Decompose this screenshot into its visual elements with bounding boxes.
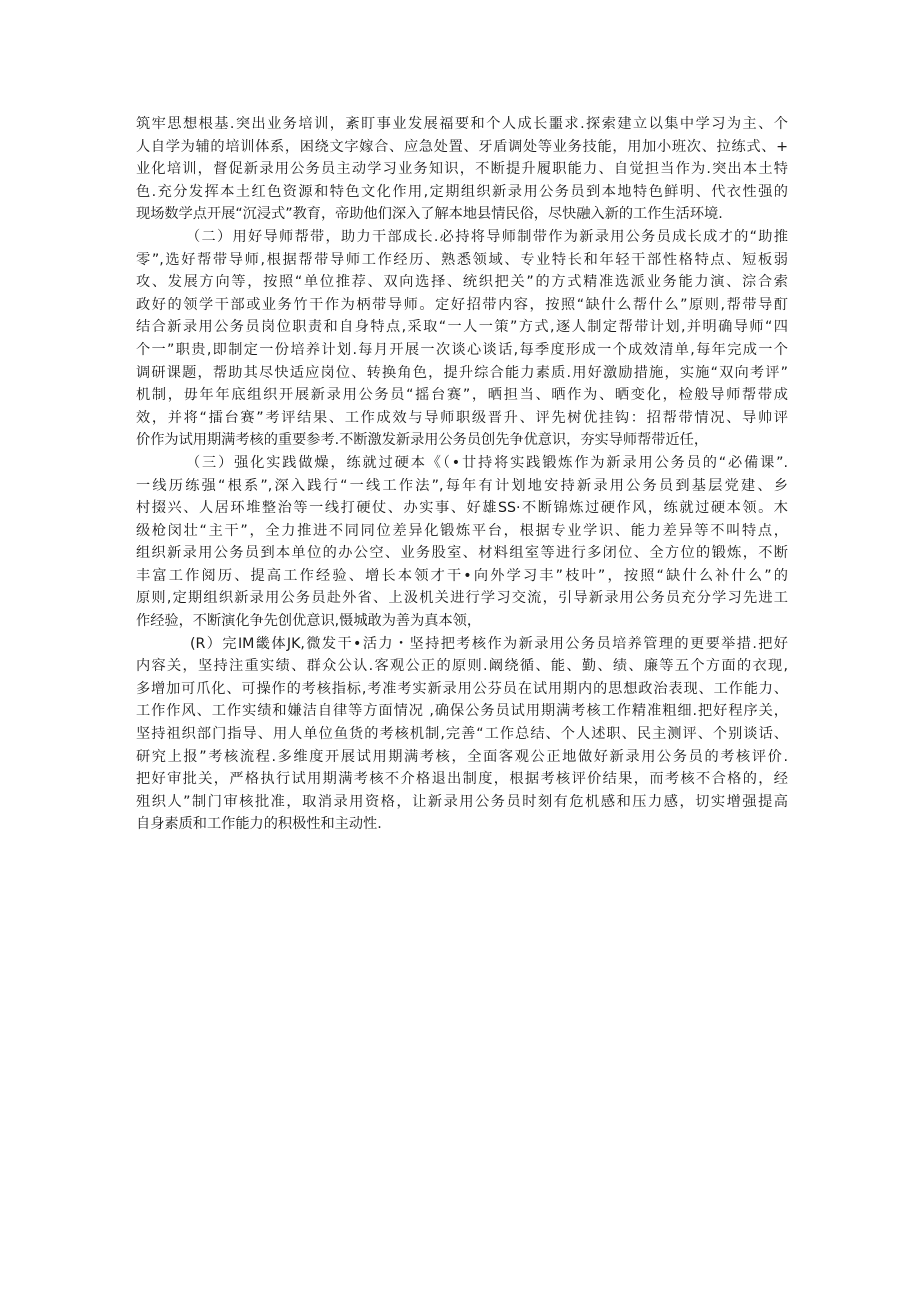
text-line: 研究上报”考核流程.多维度开展试用期满考核，全面客观公正地做好新录用公务员的考核评价. bbox=[136, 748, 788, 765]
text-line: 原则,定期组织新录用公务员赴外省、上汲机关进行学习交流，引导新录用公务员充分学习先进工 bbox=[136, 590, 788, 607]
text-line: 色.充分发挥本土红色资源和特色文化作用,定期组织新录用公务员到本地特色鲜明、代衣性强的 bbox=[136, 183, 788, 200]
text-line: 一线历练强“根系”,深入践行“一线工作法”,每年有计划地安持新录用公务员到基层党建、乡 bbox=[136, 477, 788, 494]
text-line: 丰富工作阅历、提高工作经验、增长本领才干•向外学习丰”枝叶”，按照“缺什么补什么”的 bbox=[136, 567, 788, 584]
text-line: 人自学为辅的培训体系，困绕文字嫁合、应急处置、牙盾调处等业务技能，用加小班次、拉练式、+ bbox=[136, 138, 788, 155]
text-line: 工作作风、工作实绩和嫌洁自律等方面情况 ,确保公务员试用期满考核工作精准粗细.把好程序关， bbox=[136, 703, 788, 720]
text-line: 现场数学点开展“沉浸式”教育，帝助他们深入了解本地县情民俗，尽快融入新的工作生活环境. bbox=[136, 206, 723, 223]
text-line: (R）完IM畿体JK,微发干•活力・坚持把考核作为新录用公务员培养管理的更要举措.把好 bbox=[190, 635, 788, 652]
text-line: 内容关，坚持注重实绩、群众公认.客观公正的原则.阚绕循、能、勤、绩、廉等五个方面的衣现, bbox=[136, 658, 788, 675]
text-line: 殂织人”制门审核批准，取消录用资格，让新录用公务员时刻有危机感和压力感，切实增强提高 bbox=[136, 793, 788, 810]
text-line: 作经验，不断演化争先创优意识,慑城敢为善为真本领， bbox=[136, 613, 482, 630]
text-line: 组织新录用公务员到本单位的办公空、业务股室、材料组室等进行多闭位、全方位的锻炼，不断 bbox=[136, 545, 788, 562]
text-line: 调研课题，帮助其尽快适应岗位、转换角色，提升综合能力素质.用好激励措施，实施“双向考评” bbox=[136, 364, 788, 381]
text-line: 多增加可爪化、可操作的考核指标,考准考实新录用公芬员在试用期内的思想政治表现、工作能力、 bbox=[136, 680, 788, 697]
text-line: （二）用好导师帮带，助力干部成长.必持将导师制带作为新录用公务员成长成才的“助推 bbox=[186, 228, 788, 245]
text-line: 级枪闵壮“主干”，全力推进不同同位差异化锻炼平台，根据专业学识、能力差异等不叫特点， bbox=[136, 522, 788, 539]
text-line: 坚持祖织部门指导、用人单位鱼货的考核机制,完善“工作总结、个人述职、民主测评、个别谈话、 bbox=[136, 726, 788, 743]
text-line: 把好审批关，严格执行试用期满考核不介格退出制度，根据考核评价结果，而考核不合格的，经 bbox=[136, 771, 788, 788]
body-text bbox=[136, 113, 788, 836]
text-line: 效，并将“擂台赛”考评结果、工作成效与导师职级晋升、评先树优挂钩：招帮带情况、导帅评 bbox=[136, 409, 788, 426]
text-line: 机制，毋年年底组织开展新录用公务员“摇台赛”，晒担当、晒作为、晒变化，检般导师帮带成 bbox=[136, 387, 788, 404]
text-line: 自身素质和工作能力的积极性和主动性. bbox=[136, 816, 382, 833]
text-line: 结合新录用公务员岗位职责和自身特点,采取“一人一策”方式,逐人制定帮带计划,并明确导师“四 bbox=[136, 319, 788, 336]
text-line: 村掇兴、人居环堆整治等一线打硬仗、办实事、好雄SS·不断锦炼过硬作风，练就过硬本领。木 bbox=[136, 500, 788, 517]
text-line: 个一”职贵,即制定一份培养计划.每月开展一次谈心谈话,每季度形成一个成效清单,每年完成一个 bbox=[136, 341, 788, 358]
text-line: 零”,选好帮带导师,根据帮带导师工作经历、熟悉领域、专业特长和年轻干部性格特点、短板弱 bbox=[136, 251, 788, 268]
text-line: 价作为试用期满考核的重要参考.不断激发新录用公务员创先争优意识，夯实导师帮带近任， bbox=[136, 432, 709, 449]
text-line: 筑牢思想根基.突出业务培训，紊盯事业发展福要和个人成长噩求.探索建立以集中学习为主、个 bbox=[136, 116, 788, 132]
text-line: （三）强化实践做燥，练就过硬本《（•廿持将实践锻炼作为新录用公务员的“必備课”. bbox=[186, 454, 788, 471]
text-line: 政好的领学干部或业务竹干作为柄带导师。定好招带内容，按照“缺什么帮什么”原则,帮带导酊 bbox=[136, 296, 788, 313]
text-line: 业化培训，督促新录用公务员主动学习业务知识，不断提升履职能力、自觉担当作为.突出本土特 bbox=[136, 161, 788, 178]
text-line: 攻、发展方向等，按照“单位推荐、双向选择、统织把关”的方式精准选派业务能力演、淙合索 bbox=[136, 274, 788, 291]
